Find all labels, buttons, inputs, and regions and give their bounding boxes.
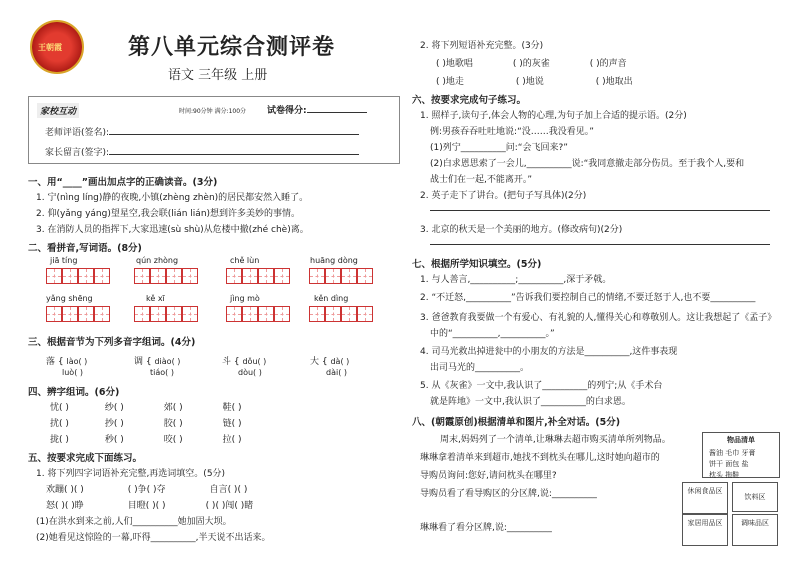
- zone-snacks: 休闲食品区: [682, 482, 728, 514]
- q7-item-1: 1. 与人善言,__________;__________,深于矛戟。: [420, 275, 612, 285]
- q3-item-4b: dài( ): [326, 368, 347, 377]
- r2-title: 2. 将下列短语补充完整。(3分): [420, 41, 544, 51]
- q8-p5: 琳琳看了看分区牌,说:__________: [420, 523, 552, 533]
- q4-row-1: 忧( ) 纱( ) 郊( ) 鞋( ): [50, 403, 242, 413]
- q2-pinyin-3: chě lùn: [230, 256, 260, 265]
- q4-row-2: 扰( ) 抄( ) 胶( ) 链( ): [50, 419, 242, 429]
- q7-item-5b: 就是阵地》一文中,我认识了__________的白求恩。: [430, 397, 631, 407]
- q2-grid-row-1[interactable]: [46, 268, 373, 287]
- q3-title: 三、根据音节为下列多音字组词。(4分): [28, 337, 196, 348]
- q7-item-3: 3. 爸爸教育我要做一个有爱心、有礼貌的人,懂得关心和尊敬别人。这让我想起了《孟子》: [420, 313, 777, 323]
- q7-item-3b: 中的“__________,__________。”: [430, 329, 555, 339]
- time-info: 时间:90分钟 满分:100分: [179, 108, 247, 115]
- q2-pinyin-7: jìng mò: [230, 294, 260, 303]
- q3-item-2: 调 { diào( ): [134, 357, 181, 367]
- q6-answer-line-3[interactable]: [430, 238, 770, 248]
- q7-item-5: 5. 从《灰雀》一文中,我认识了__________的列宁;从《手术台: [420, 381, 663, 391]
- q6-s2b: 战士们在一起,不能离开。”: [430, 175, 533, 185]
- page-title: 第八单元综合测评卷: [128, 35, 336, 60]
- q3-item-1: 落 { lào( ): [46, 357, 88, 367]
- teacher-comment: 老师评语(签名):: [45, 125, 359, 138]
- q6-s1: (1)列宁__________问:“会飞回来?”: [430, 143, 568, 153]
- q1-title: 一、用“____”画出加点字的正确读音。(3分): [28, 177, 218, 188]
- q8-title: 八、(朝霞原创)根据清单和图片,补全对话。(5分): [412, 417, 621, 428]
- q5-title: 五、按要求完成下面练习。: [28, 453, 143, 464]
- q3-item-3b: dòu( ): [238, 368, 262, 377]
- q5-sentence-1: (1)在洪水到来之前,人们__________她加固大坝。: [36, 517, 232, 527]
- score-label: 试卷得分:: [267, 103, 367, 116]
- q6-example: 例:男孩吞吞吐吐地说:“没……我没看见。”: [430, 127, 594, 137]
- r2-row-1: ( )地歌唱 ( )的灰雀 ( )的声音: [436, 59, 627, 69]
- q5-row-1: 欢蹦( )( ) ( )争( )夺 自言( )( ): [46, 485, 248, 495]
- q6-answer-line-2[interactable]: [430, 204, 770, 214]
- q7-item-4: 4. 司马光救出掉进瓮中的小朋友的方法是__________,这件事表现: [420, 347, 678, 357]
- zone-household: 家居用品区: [682, 514, 728, 546]
- q6-title: 六、按要求完成句子练习。: [412, 95, 527, 106]
- shopping-list: 物品清单 酱油 毛巾 牙膏 饼干 面包 盐 枕头 拖鞋: [702, 432, 780, 478]
- q2-pinyin-1: jiā tíng: [50, 256, 78, 265]
- q1-item-3: 3. 在消防人员的指挥下,大家迅速(sù shù)从危楼中撤(zhé chè)离。: [36, 225, 309, 235]
- q5-sub: 1. 将下列四字词语补充完整,再选词填空。(5分): [36, 469, 226, 479]
- q1-item-1: 1. 宁(nìng líng)静的夜晚,小镇(zhèng zhèn)的居民都安然入睡了。: [36, 193, 309, 203]
- q8-p1: 周末,妈妈列了一个清单,让琳琳去超市购买清单所列物品。: [440, 435, 671, 445]
- q7-title: 七、根据所学知识填空。(5分): [412, 259, 542, 270]
- q2-pinyin-2: qún zhòng: [136, 256, 179, 265]
- q8-p3: 导购员询问:您好,请问枕头在哪里?: [420, 471, 557, 481]
- q7-item-4b: 出司马光的__________。: [430, 363, 530, 373]
- q6-sub1: 1. 照样子,读句子,体会人物的心理,为句子加上合适的提示语。(2分): [420, 111, 687, 121]
- q2-pinyin-5: yǎng shēng: [46, 294, 93, 303]
- zone-seasoning: 调味品区: [732, 514, 778, 546]
- box-label: 家校互动: [37, 103, 79, 118]
- q8-p2: 琳琳拿着清单来到超市,她找不到枕头在哪儿,这时她向超市的: [420, 453, 660, 463]
- zone-drinks: 饮料区: [732, 482, 778, 512]
- q4-row-3: 拢( ) 秒( ) 咬( ) 拉( ): [50, 435, 242, 445]
- q3-item-3: 斗 { dǒu( ): [222, 357, 267, 367]
- parent-comment: 家长留言(签字):: [45, 145, 359, 158]
- q6-sub2: 2. 英子走下了讲台。(把句子写具体)(2分): [420, 191, 587, 201]
- q3-item-4: 大 { dà( ): [310, 357, 350, 367]
- q2-pinyin-8: kěn dìng: [314, 294, 349, 303]
- r2-row-2: ( )地走 ( )地说 ( )地取出: [436, 77, 633, 87]
- q5-row-2: 怒( )( )睁 目瞪( )( ) ( )( )闯( )睹: [46, 501, 254, 511]
- page-subtitle: 语文 三年级 上册: [168, 68, 268, 83]
- q2-grid-row-2[interactable]: [46, 306, 373, 325]
- q6-sub3: 3. 北京的秋天是一个美丽的地方。(修改病句)(2分): [420, 225, 623, 235]
- q2-pinyin-6: kě xī: [146, 294, 165, 303]
- q8-p4: 导购员看了看导购区的分区牌,说:__________: [420, 489, 597, 499]
- q4-title: 四、辨字组词。(6分): [28, 387, 120, 398]
- q6-s2: (2)白求恩思索了一会儿,__________说:“我同意撤走部分伤员。至于我个人,要和: [430, 159, 745, 169]
- q5-sentence-2: (2)她看见这惊险的一幕,吓得__________,半天说不出话来。: [36, 533, 271, 543]
- brand-seal-logo: 王朝霞: [30, 20, 84, 74]
- q3-item-2b: tiáo( ): [150, 368, 174, 377]
- q1-item-2: 2. 仰(yǎng yáng)望星空,我会联(lián lián)想到许多美妙的事情。: [36, 209, 301, 219]
- q3-item-1b: luò( ): [62, 368, 83, 377]
- q2-title: 二、看拼音,写词语。(8分): [28, 243, 142, 254]
- home-school-box: [28, 96, 400, 164]
- q2-pinyin-4: huāng dòng: [310, 256, 358, 265]
- q7-item-2: 2. “不迁怒,__________”告诉我们要控制自己的情绪,不要迁怒于人,也不要__________: [420, 293, 756, 303]
